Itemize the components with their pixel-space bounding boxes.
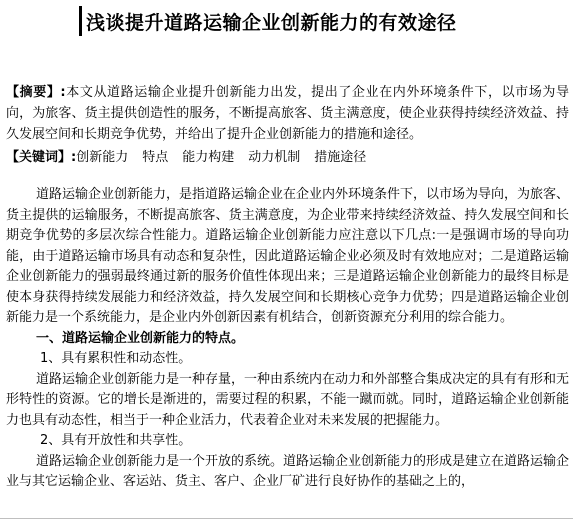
abstract-text: 本文从道路运输企业提升创新能力出发，提出了企业在内外环境条件下，以市场为导向，为旅客、货主提供创造性的服务，不断提高旅客、货主满意度，使企业获得持续经济效益、持久发展空间和长期竞争优势，并给出了提升企业创新能力的措施和途径。 <box>6 85 569 142</box>
title-accent-bar <box>79 6 82 36</box>
intro-paragraph: 道路运输企业创新能力，是指道路运输企业在企业内外环境条件下，以市场为导向，为旅客、货主提供的运输服务，不断提高旅客、货主满意度，为企业带来持续经济效益、持久发展空间和长期竞争优势的多层次综合性能力。道路运输企业创新能力应注意以下几点:一是强调市场的导向功能，由于道路运输市场具有动态和复杂性，因此道路运输企业必须及时有效地应对；二是道路运输企业创新能力的强弱最终通过新的服务价值性体现出来；三是道路运输企业创新能力的最终目标是使本身获得持续发展能力和经济效益，持久发展空间和长期核心竞争力优势；四是道路运输企业创新能力是一个系统能力，是企业内外创新因素有机结合，创新资源充分利用的综合能力。 <box>6 187 570 325</box>
body-paragraph: 道路运输企业创新能力是一种存量，一种由系统内在动力和外部整合集成决定的具有有形和无形特性的资源。它的增长是渐进的，需要过程的积累，不能一蹴而就。同时，道路运输企业创新能力也具有动态性，相当于一种企业活力，代表着企业对未来发展的把握能力。 <box>6 371 570 428</box>
abstract-paragraph <box>6 82 569 145</box>
section-heading: 一、道路运输企业创新能力的特点。 <box>36 330 245 346</box>
subsection-heading: 2、具有开放性和共享性。 <box>40 433 192 448</box>
page-divider <box>0 518 573 519</box>
keyword: 动力机制 <box>248 150 301 165</box>
subsection-heading: 1、具有累积性和动态性。 <box>40 351 192 366</box>
abstract-section <box>6 82 569 168</box>
keywords-line <box>6 147 569 168</box>
keywords-label: 【关键词】: <box>6 150 77 165</box>
body-paragraph: 道路运输企业创新能力是一个开放的系统。道路运输企业创新能力的形成是建立在道路运输企业与其它运输企业、客运站、货主、客户、企业厂矿进行良好协作的基础之上的， <box>6 453 570 489</box>
abstract-label: 【摘要】: <box>6 85 66 100</box>
keyword: 特点 <box>142 150 169 165</box>
keyword: 创新能力 <box>76 150 129 165</box>
keyword: 措施途径 <box>314 150 367 165</box>
body-section <box>6 185 569 493</box>
document-title: 浅谈提升道路运输企业创新能力的有效途径 <box>86 11 457 34</box>
keyword: 能力构建 <box>182 150 235 165</box>
title-block <box>79 5 457 37</box>
